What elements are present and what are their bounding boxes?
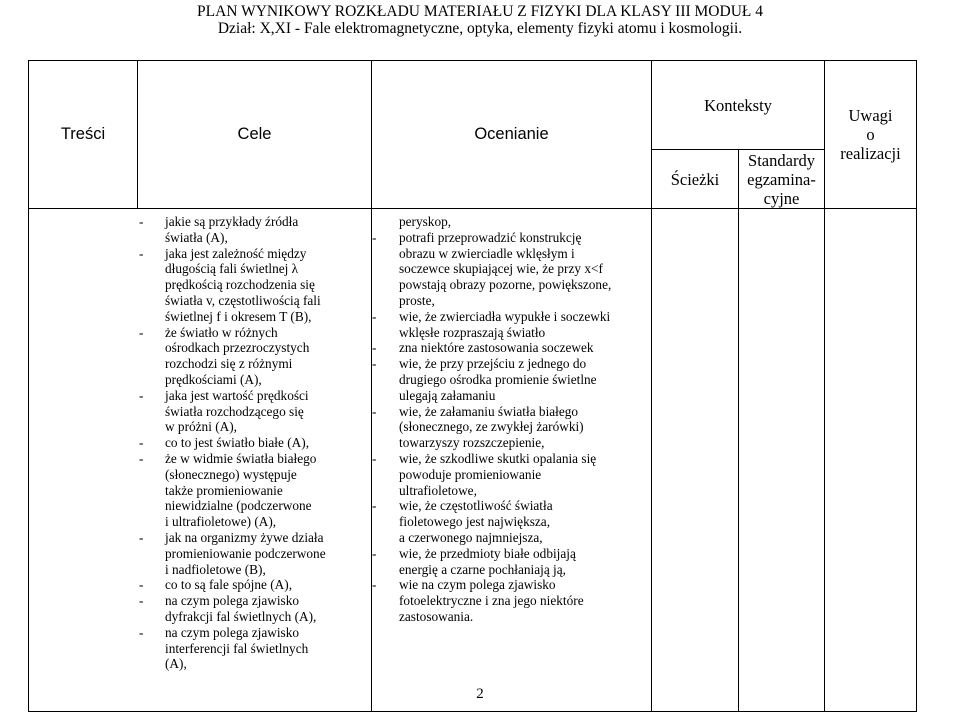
cele-item: - jaka jest wartość prędkości bbox=[139, 388, 371, 404]
ocenianie-item-line: energię a czarne pochłaniają ją, bbox=[399, 561, 566, 577]
cele-item-line: i ultrafioletowe) (A), bbox=[165, 514, 277, 530]
cele-item-line: niewidzialne (podczerwone bbox=[165, 498, 312, 514]
cele-item-line: (A), bbox=[165, 656, 187, 672]
header-cele: Cele bbox=[138, 61, 372, 209]
ocenianie-item-line: zastosowania. bbox=[399, 608, 474, 624]
cele-item: - jak na organizmy żywe działa bbox=[139, 530, 371, 546]
cele-item-line: i nadfioletowe (B), bbox=[165, 561, 266, 577]
ocenianie-cell bbox=[372, 209, 652, 712]
cele-item-line: w próżni (A), bbox=[165, 419, 238, 435]
cele-item: - jakie są przykłady źródła bbox=[139, 214, 371, 230]
ocenianie-item-line: powstają obrazy pozorne, powiększone, bbox=[399, 277, 612, 293]
standardy-cell bbox=[739, 209, 825, 712]
ocenianie-item-line: wklęsłe rozpraszają światło bbox=[399, 324, 546, 340]
plan-table bbox=[28, 60, 917, 712]
cele-item-line: świetlnej f i okresem T (B), bbox=[165, 308, 312, 324]
cele-item: - na czym polega zjawisko bbox=[139, 593, 371, 609]
ocenianie-item: - potrafi przeprowadzić konstrukcję bbox=[372, 230, 651, 246]
page-number: 2 bbox=[476, 686, 484, 702]
header-standardy bbox=[739, 150, 825, 209]
cele-item-line: światła v, częstotliwością fali bbox=[165, 292, 321, 308]
cele-item-line: światła rozchodzącego się bbox=[165, 403, 304, 419]
ocenianie-lead: peryskop, bbox=[399, 214, 452, 229]
cele-item-line: światła (A), bbox=[165, 229, 228, 245]
cele-item: - że światło w różnych bbox=[139, 325, 371, 341]
ocenianie-item-line: towarzyszy rozszczepienie, bbox=[399, 435, 545, 451]
sciezki-cell bbox=[652, 209, 739, 712]
ocenianie-item-line: obrazu w zwierciadle wklęsłym i bbox=[399, 245, 575, 261]
ocenianie-item: - wie, że szkodliwe skutki opalania się bbox=[372, 451, 651, 467]
ocenianie-item-line: ultrafioletowe, bbox=[399, 482, 477, 498]
cele-item-line: rozchodzi się z różnymi bbox=[165, 356, 293, 372]
header-uwagi-line: o bbox=[866, 125, 875, 144]
ocenianie-item-line: fotoelektryczne i zna jego niektóre bbox=[399, 593, 584, 609]
header-uwagi bbox=[825, 61, 917, 209]
header-standardy-line: egzamina- bbox=[747, 169, 816, 189]
ocenianie-item: - wie, że przy przejściu z jednego do bbox=[372, 356, 651, 372]
header-sciezki: Ścieżki bbox=[652, 150, 739, 209]
header-ocenianie: Ocenianie bbox=[372, 61, 652, 209]
uwagi-cell bbox=[825, 209, 917, 712]
ocenianie-item: - wie, że zwierciadła wypukłe i soczewki bbox=[372, 309, 651, 325]
ocenianie-item-line: (słonecznego, ze zwykłej żarówki) bbox=[399, 419, 584, 435]
header-standardy-line: cyjne bbox=[763, 188, 800, 208]
ocenianie-item: - wie, że częstotliwość światła bbox=[372, 498, 651, 514]
header-uwagi-line: Uwagi bbox=[848, 106, 893, 125]
ocenianie-item-line: fioletowego jest największa, bbox=[399, 514, 551, 530]
header-konteksty: Konteksty bbox=[652, 61, 825, 150]
document-title: PLAN WYNIKOWY ROZKŁADU MATERIAŁU Z FIZYKI DLA KLASY III MODUŁ 4 bbox=[197, 3, 763, 20]
ocenianie-item-line: soczewce skupiającej wie, że przy x<f bbox=[399, 261, 603, 277]
ocenianie-item-line: drugiego ośrodka promienie świetlne bbox=[399, 371, 597, 387]
cele-item: - że w widmie światła białego bbox=[139, 451, 371, 467]
ocenianie-item-line: ulegają załamaniu bbox=[399, 387, 496, 403]
cele-item-line: (słonecznego) występuje bbox=[165, 466, 297, 482]
cele-item: - co to jest światło białe (A), bbox=[139, 435, 371, 451]
cele-item-line: interferencji fal świetlnych bbox=[165, 640, 309, 656]
cele-list bbox=[139, 214, 371, 672]
ocenianie-item-line: proste, bbox=[399, 292, 435, 308]
cele-item: - na czym polega zjawisko bbox=[139, 625, 371, 641]
ocenianie-item: - wie, że załamaniu światła białego bbox=[372, 404, 651, 420]
cele-item-line: długością fali świetlnej λ bbox=[165, 261, 299, 277]
header-tresci: Treści bbox=[29, 61, 138, 209]
document-subtitle: Dział: X,XI - Fale elektromagnetyczne, optyka, elementy fizyki atomu i kosmologii. bbox=[217, 20, 743, 37]
ocenianie-item-line: a czerwonego najmniejsza, bbox=[399, 529, 543, 545]
cele-item-line: dyfrakcji fal świetlnych (A), bbox=[165, 608, 317, 624]
cele-item-line: prędkościami (A), bbox=[165, 371, 262, 387]
cele-item-line: także promieniowanie bbox=[165, 482, 283, 498]
cele-item-line: prędkością rozchodzenia się bbox=[165, 277, 315, 293]
ocenianie-item: - wie, że przedmioty białe odbijają bbox=[372, 546, 651, 562]
cele-item: - co to są fale spójne (A), bbox=[139, 577, 371, 593]
cele-item-line: promieniowanie podczerwone bbox=[165, 545, 326, 561]
ocenianie-item: - wie na czym polega zjawisko bbox=[372, 577, 651, 593]
ocenianie-list bbox=[372, 214, 651, 625]
header-uwagi-line: realizacji bbox=[840, 144, 901, 163]
header-standardy-line: Standardy bbox=[748, 150, 815, 170]
ocenianie-item: - zna niektóre zastosowania soczewek bbox=[372, 340, 651, 356]
cele-item-line: ośrodkach przezroczystych bbox=[165, 340, 310, 356]
ocenianie-item-line: powoduje promieniowanie bbox=[399, 466, 542, 482]
cele-cell bbox=[29, 209, 372, 712]
cele-item: - jaka jest zależność między bbox=[139, 246, 371, 262]
